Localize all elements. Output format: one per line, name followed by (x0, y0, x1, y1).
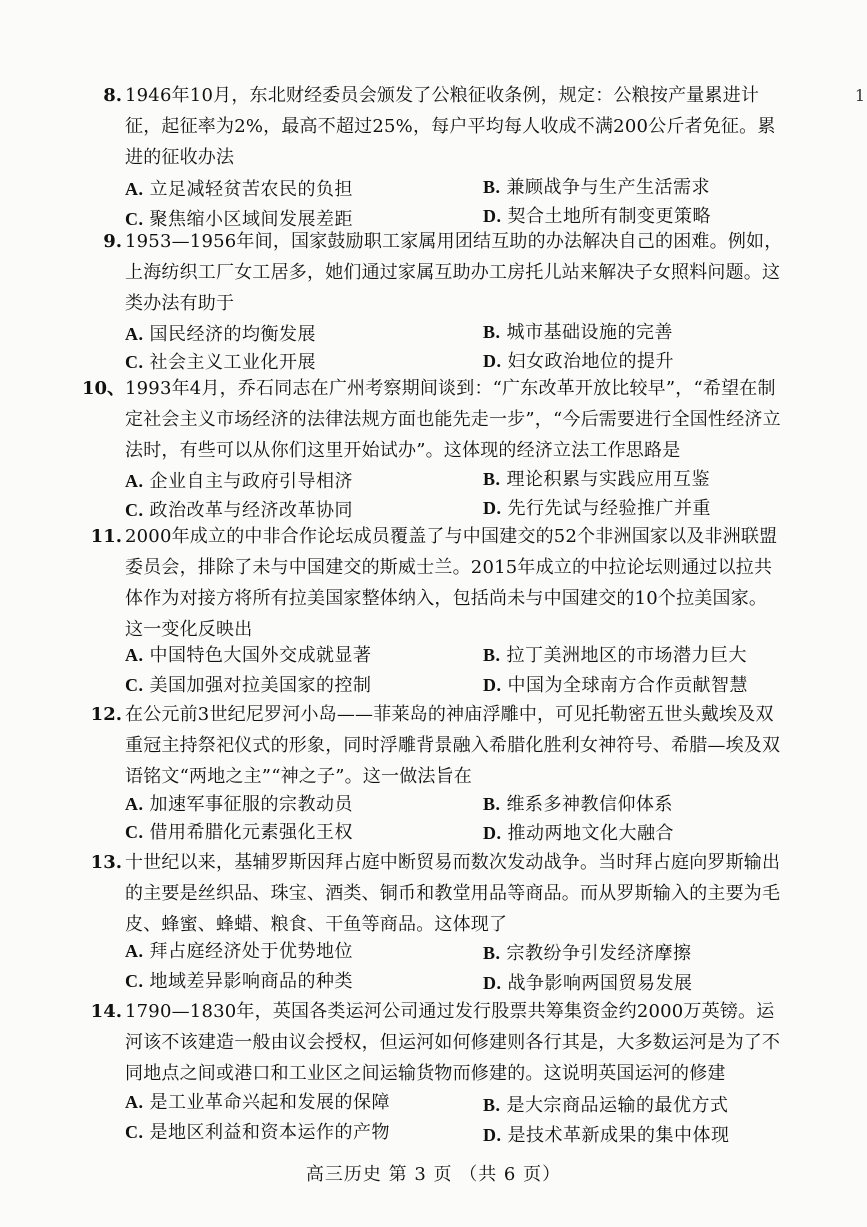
question-number: 14. (90, 1001, 122, 1022)
question-number: 11. (90, 526, 122, 547)
option-a[interactable]: A. 拜占庭经济处于优势地位 (125, 941, 353, 962)
option-a[interactable]: A. 是工业革命兴起和发展的保障 (125, 1092, 390, 1113)
option-d[interactable]: D. 战争影响两国贸易发展 (483, 973, 693, 994)
question-number: 13. (90, 852, 122, 873)
option-d[interactable]: D. 契合土地所有制变更策略 (483, 206, 711, 227)
option-a[interactable]: A. 立足减轻贫苦农民的负担 (125, 179, 353, 200)
question-number: 12. (90, 704, 122, 725)
question-number: 9. (103, 231, 122, 252)
option-a[interactable]: A. 加速军事征服的宗教动员 (125, 794, 353, 815)
option-c[interactable]: C. 借用希腊化元素强化王权 (125, 822, 353, 843)
option-d[interactable]: D. 中国为全球南方合作贡献智慧 (483, 675, 748, 696)
page-corner-mark: 1 (854, 86, 865, 105)
question-stem: 1790—1830年，英国各类运河公司通过发行股票共筹集资金约2000万英镑。运河该不该建造一般由议会授权，但运河如何修建则各行其是，大多数运河是为了不同地点之间或港口和工业区之间运输货物而修建的。这说明英国运河的修建 (125, 1001, 781, 1084)
question-stem: 十世纪以来，基辅罗斯因拜占庭中断贸易而数次发动战争。当时拜占庭向罗斯输出的主要是丝织品、珠宝、酒类、铜币和教堂用品等商品。而从罗斯输入的主要为毛皮、蜂蜜、蜂蜡、粮食、干鱼等商品。这体现了 (125, 852, 781, 935)
option-d[interactable]: D. 妇女政治地位的提升 (483, 351, 674, 372)
option-c[interactable]: C. 美国加强对拉美国家的控制 (125, 675, 372, 696)
question-stem: 2000年成立的中非合作论坛成员覆盖了与中国建交的52个非洲国家以及非洲联盟委员会，排除了未与中国建交的斯威士兰。2015年成立的中拉论坛则通过以拉共体作为对接方将所有拉美国家整体纳入，包括尚未与中国建交的10个拉美国家。这一变化反映出 (125, 526, 778, 640)
option-a[interactable]: A. 中国特色大国外交成就显著 (125, 645, 372, 666)
option-b[interactable]: B. 维系多神教信仰体系 (483, 794, 674, 815)
option-c[interactable]: C. 社会主义工业化开展 (125, 352, 316, 373)
option-c[interactable]: C. 政治改革与经济改革协同 (125, 500, 353, 521)
option-c[interactable]: C. 是地区利益和资本运作的产物 (125, 1122, 390, 1143)
question-stem: 在公元前3世纪尼罗河小岛——菲莱岛的神庙浮雕中，可见托勒密五世头戴埃及双重冠主持祭祀仪式的形象，同时浮雕背景融入希腊化胜利女神符号、希腊—埃及双语铭文“两地之主”“神之子”。这一做法旨在 (125, 704, 781, 787)
option-d[interactable]: D. 先行先试与经验推广并重 (483, 498, 711, 519)
question-stem: 1993年4月，乔石同志在广州考察期间谈到：“广东改革开放比较早”，“希望在制定社会主义市场经济的法律法规方面也能先走一步”，“今后需要进行全国性经济立法时，有些可以从你们这里开始试办”。这体现的经济立法工作思路是 (125, 378, 781, 461)
option-b[interactable]: B. 城市基础设施的完善 (483, 322, 674, 343)
page-footer: 高三历史 第 3 页 （共 6 页） (305, 1164, 562, 1185)
option-d[interactable]: D. 是技术革新成果的集中体现 (483, 1125, 730, 1146)
option-b[interactable]: B. 宗教纷争引发经济摩擦 (483, 943, 692, 964)
option-b[interactable]: B. 是大宗商品运输的最优方式 (483, 1095, 729, 1116)
option-c[interactable]: C. 聚焦缩小区域间发展差距 (125, 209, 353, 230)
question-number: 8. (103, 85, 122, 106)
option-a[interactable]: A. 国民经济的均衡发展 (125, 324, 316, 345)
question-number: 10、 (82, 378, 126, 399)
option-b[interactable]: B. 兼顾战争与生产生活需求 (483, 177, 711, 198)
option-d[interactable]: D. 推动两地文化大融合 (483, 823, 674, 844)
option-a[interactable]: A. 企业自主与政府引导相济 (125, 471, 353, 492)
option-b[interactable]: B. 拉丁美洲地区的市场潜力巨大 (483, 645, 748, 666)
option-c[interactable]: C. 地域差异影响商品的种类 (125, 971, 353, 992)
question-stem: 1946年10月，东北财经委员会颁发了公粮征收条例，规定：公粮按产量累进计征，起征率为2%，最高不超过25%，每户平均每人收成不满200公斤者免征。累进的征收办法 (125, 85, 776, 168)
option-b[interactable]: B. 理论积累与实践应用互鉴 (483, 469, 711, 490)
question-stem: 1953—1956年间，国家鼓励职工家属用团结互助的办法解决自己的困难。例如，上海纺织工厂女工居多，她们通过家属互助办工房托儿站来解决子女照料问题。这类办法有助于 (125, 231, 783, 314)
